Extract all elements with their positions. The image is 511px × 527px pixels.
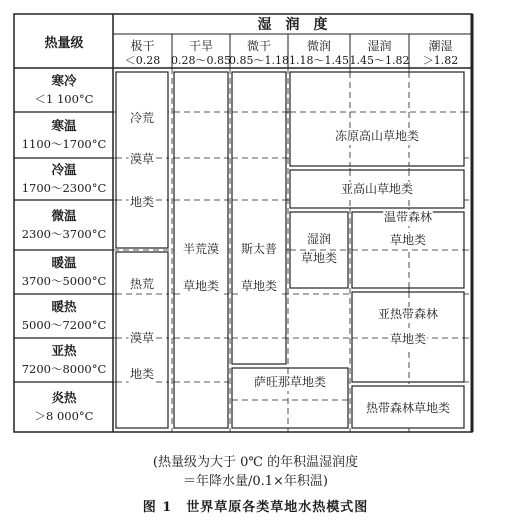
cold-desert-label-2: 漠草 (129, 152, 155, 166)
row-range-1: 1100～1700°C (21, 137, 107, 151)
zone-tundra (290, 72, 464, 166)
row-name-7: 炎热 (51, 390, 77, 405)
hot-desert-label-3: 地类 (129, 367, 155, 381)
col-name-5: 潮湿 (428, 39, 453, 53)
col-range-3: 1.18～1.45 (289, 54, 349, 67)
moist-grass-label-2: 草地类 (300, 251, 338, 265)
row-name-2: 冷温 (51, 162, 77, 177)
subalpine-label: 亚高山草地类 (340, 182, 414, 196)
row-range-7: ＞8 000°C (34, 409, 94, 423)
col-range-4: 1.45～1.82 (349, 54, 410, 67)
savanna-label: 萨旺那草地类 (253, 375, 327, 389)
row-range-0: ＜1 100°C (34, 92, 94, 106)
col-range-1: 0.28～0.85 (171, 54, 231, 67)
semi-desert-label-2: 草地类 (182, 279, 220, 293)
col-name-3: 微润 (306, 39, 332, 53)
col-range-2: 0.85～1.18 (229, 54, 289, 67)
col-range-5: ＞1.82 (422, 54, 459, 67)
row-range-4: 3700～5000°C (21, 274, 107, 288)
row-name-4: 暖温 (51, 255, 77, 270)
row-name-3: 微温 (51, 208, 77, 223)
tropical-forest-label: 热带森林草地类 (365, 401, 451, 415)
tundra-label: 冻原高山草地类 (334, 129, 420, 143)
cold-desert-label-3: 地类 (129, 195, 155, 209)
semi-desert-label-1: 半荒漠 (182, 242, 220, 256)
row-name-1: 寒温 (51, 118, 77, 133)
row-name-5: 暖热 (51, 299, 77, 314)
col-name-0: 极干 (130, 39, 155, 53)
caption-line-1: (热量级为大于 0℃ 的年积温湿润度 (152, 455, 359, 470)
hot-desert-label-2: 漠草 (129, 331, 155, 345)
heat-level-header: 热量级 (44, 36, 84, 51)
col-name-2: 微干 (246, 39, 272, 53)
hot-desert-label-1: 热荒 (129, 277, 155, 291)
col-name-4: 湿润 (367, 39, 392, 53)
cold-desert-label-1: 冷荒 (129, 111, 155, 125)
row-range-2: 1700～2300°C (21, 181, 107, 195)
zone-steppe (232, 72, 286, 364)
col-range-0: ＜0.28 (124, 54, 161, 67)
figure-title: 图 1 世界草原各类草地水热模式图 (142, 500, 369, 515)
row-range-3: 2300～3700°C (21, 227, 107, 241)
row-range-6: 7200～8000°C (21, 362, 107, 376)
row-range-5: 5000～7200°C (21, 318, 107, 332)
temperate-forest-label-1: 温带森林 (383, 210, 433, 224)
row-name-0: 寒冷 (51, 73, 77, 88)
col-name-1: 干旱 (188, 39, 214, 53)
zone-moist-grass (290, 212, 348, 288)
humidity-title: 湿 润 度 (257, 17, 328, 33)
caption-line-2: ＝年降水量/0.1×年积温) (182, 474, 329, 489)
moist-grass-label-1: 湿润 (306, 232, 332, 246)
subtropical-forest-label-1: 亚热带森林 (377, 307, 439, 321)
subtropical-forest-label-2: 草地类 (389, 332, 427, 346)
row-name-6: 亚热 (51, 343, 77, 358)
steppe-label-1: 斯太普 (240, 242, 278, 256)
temperate-forest-label-2: 草地类 (389, 233, 427, 247)
steppe-label-2: 草地类 (240, 279, 278, 293)
